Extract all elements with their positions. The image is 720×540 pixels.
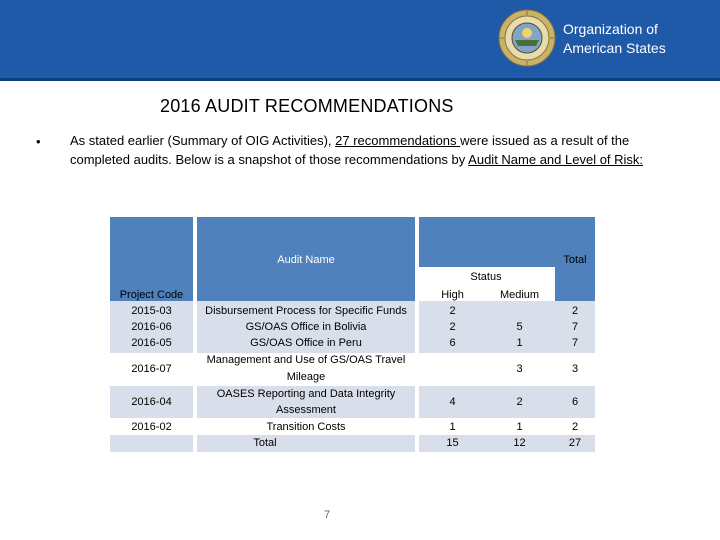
row-high: 1	[449, 421, 456, 433]
row-audit-name: GS/OAS Office in Peru	[250, 337, 362, 349]
total-row-total: 27	[568, 437, 582, 449]
organization-name-line1: Organization of	[563, 21, 658, 37]
row-audit-name: Disbursement Process for Specific Funds	[205, 305, 407, 317]
row-separator	[110, 418, 595, 419]
total-header: Total	[563, 254, 587, 266]
row-total: 3	[571, 363, 579, 375]
row-medium: 1	[516, 337, 523, 349]
recommendations-count-link: 27 recommendations	[335, 133, 461, 148]
page-number: 7	[324, 509, 331, 521]
row-medium: 2	[516, 396, 523, 408]
row-audit-name: GS/OAS Office in Bolivia	[245, 321, 367, 333]
total-row-label: Total	[253, 437, 277, 449]
row-high: 6	[449, 337, 456, 349]
row-code: 2015-03	[131, 305, 172, 317]
high-header: High	[441, 289, 464, 301]
audit-name-header: Audit Name	[277, 254, 335, 266]
row-code: 2016-04	[131, 396, 172, 408]
row-audit-name-line1: Management and Use of GS/OAS Travel	[206, 354, 406, 366]
intro-text-part2: were issued as a result of the completed audits. Below is a snapshot of those recommendations by	[70, 133, 630, 167]
row-code: 2016-05	[131, 337, 172, 349]
row-code: 2016-06	[131, 321, 172, 333]
row-total: 7	[571, 337, 579, 349]
row-total: 2	[571, 421, 579, 433]
row-medium: 5	[516, 321, 523, 333]
project-code-header: Project Code	[119, 289, 184, 301]
medium-header: Medium	[499, 289, 540, 301]
row-separator	[110, 385, 595, 386]
row-high: 4	[449, 396, 456, 408]
bullet-icon: •	[36, 134, 41, 149]
row-medium: 1	[516, 421, 523, 433]
total-row-high: 15	[446, 437, 459, 449]
row-audit-name-line2: Assessment	[276, 404, 336, 416]
row-high: 2	[449, 321, 456, 333]
row-audit-name-line2: Mileage	[286, 371, 326, 383]
column-separator	[415, 217, 419, 452]
column-separator	[193, 217, 197, 452]
audit-name-risk-link: Audit Name and Level of Risk:	[468, 152, 644, 167]
intro-text-part1: As stated earlier (Summary of OIG Activities),	[70, 133, 336, 148]
row-audit-name-line1: OASES Reporting and Data Integrity	[216, 388, 396, 400]
row-total: 6	[571, 396, 579, 408]
row-total: 7	[571, 321, 579, 333]
status-header: Status	[470, 271, 502, 283]
slide-title: 2016 AUDIT RECOMMENDATIONS	[160, 96, 454, 116]
row-code: 2016-02	[131, 421, 172, 433]
row-separator	[110, 434, 595, 435]
row-audit-name: Transition Costs	[266, 421, 346, 433]
organization-name-line2: American States	[563, 40, 666, 56]
row-medium: 3	[516, 363, 523, 375]
total-row-medium: 12	[513, 437, 526, 449]
row-high: 2	[449, 305, 456, 317]
row-code: 2016-07	[131, 363, 172, 375]
row-total: 2	[571, 305, 579, 317]
